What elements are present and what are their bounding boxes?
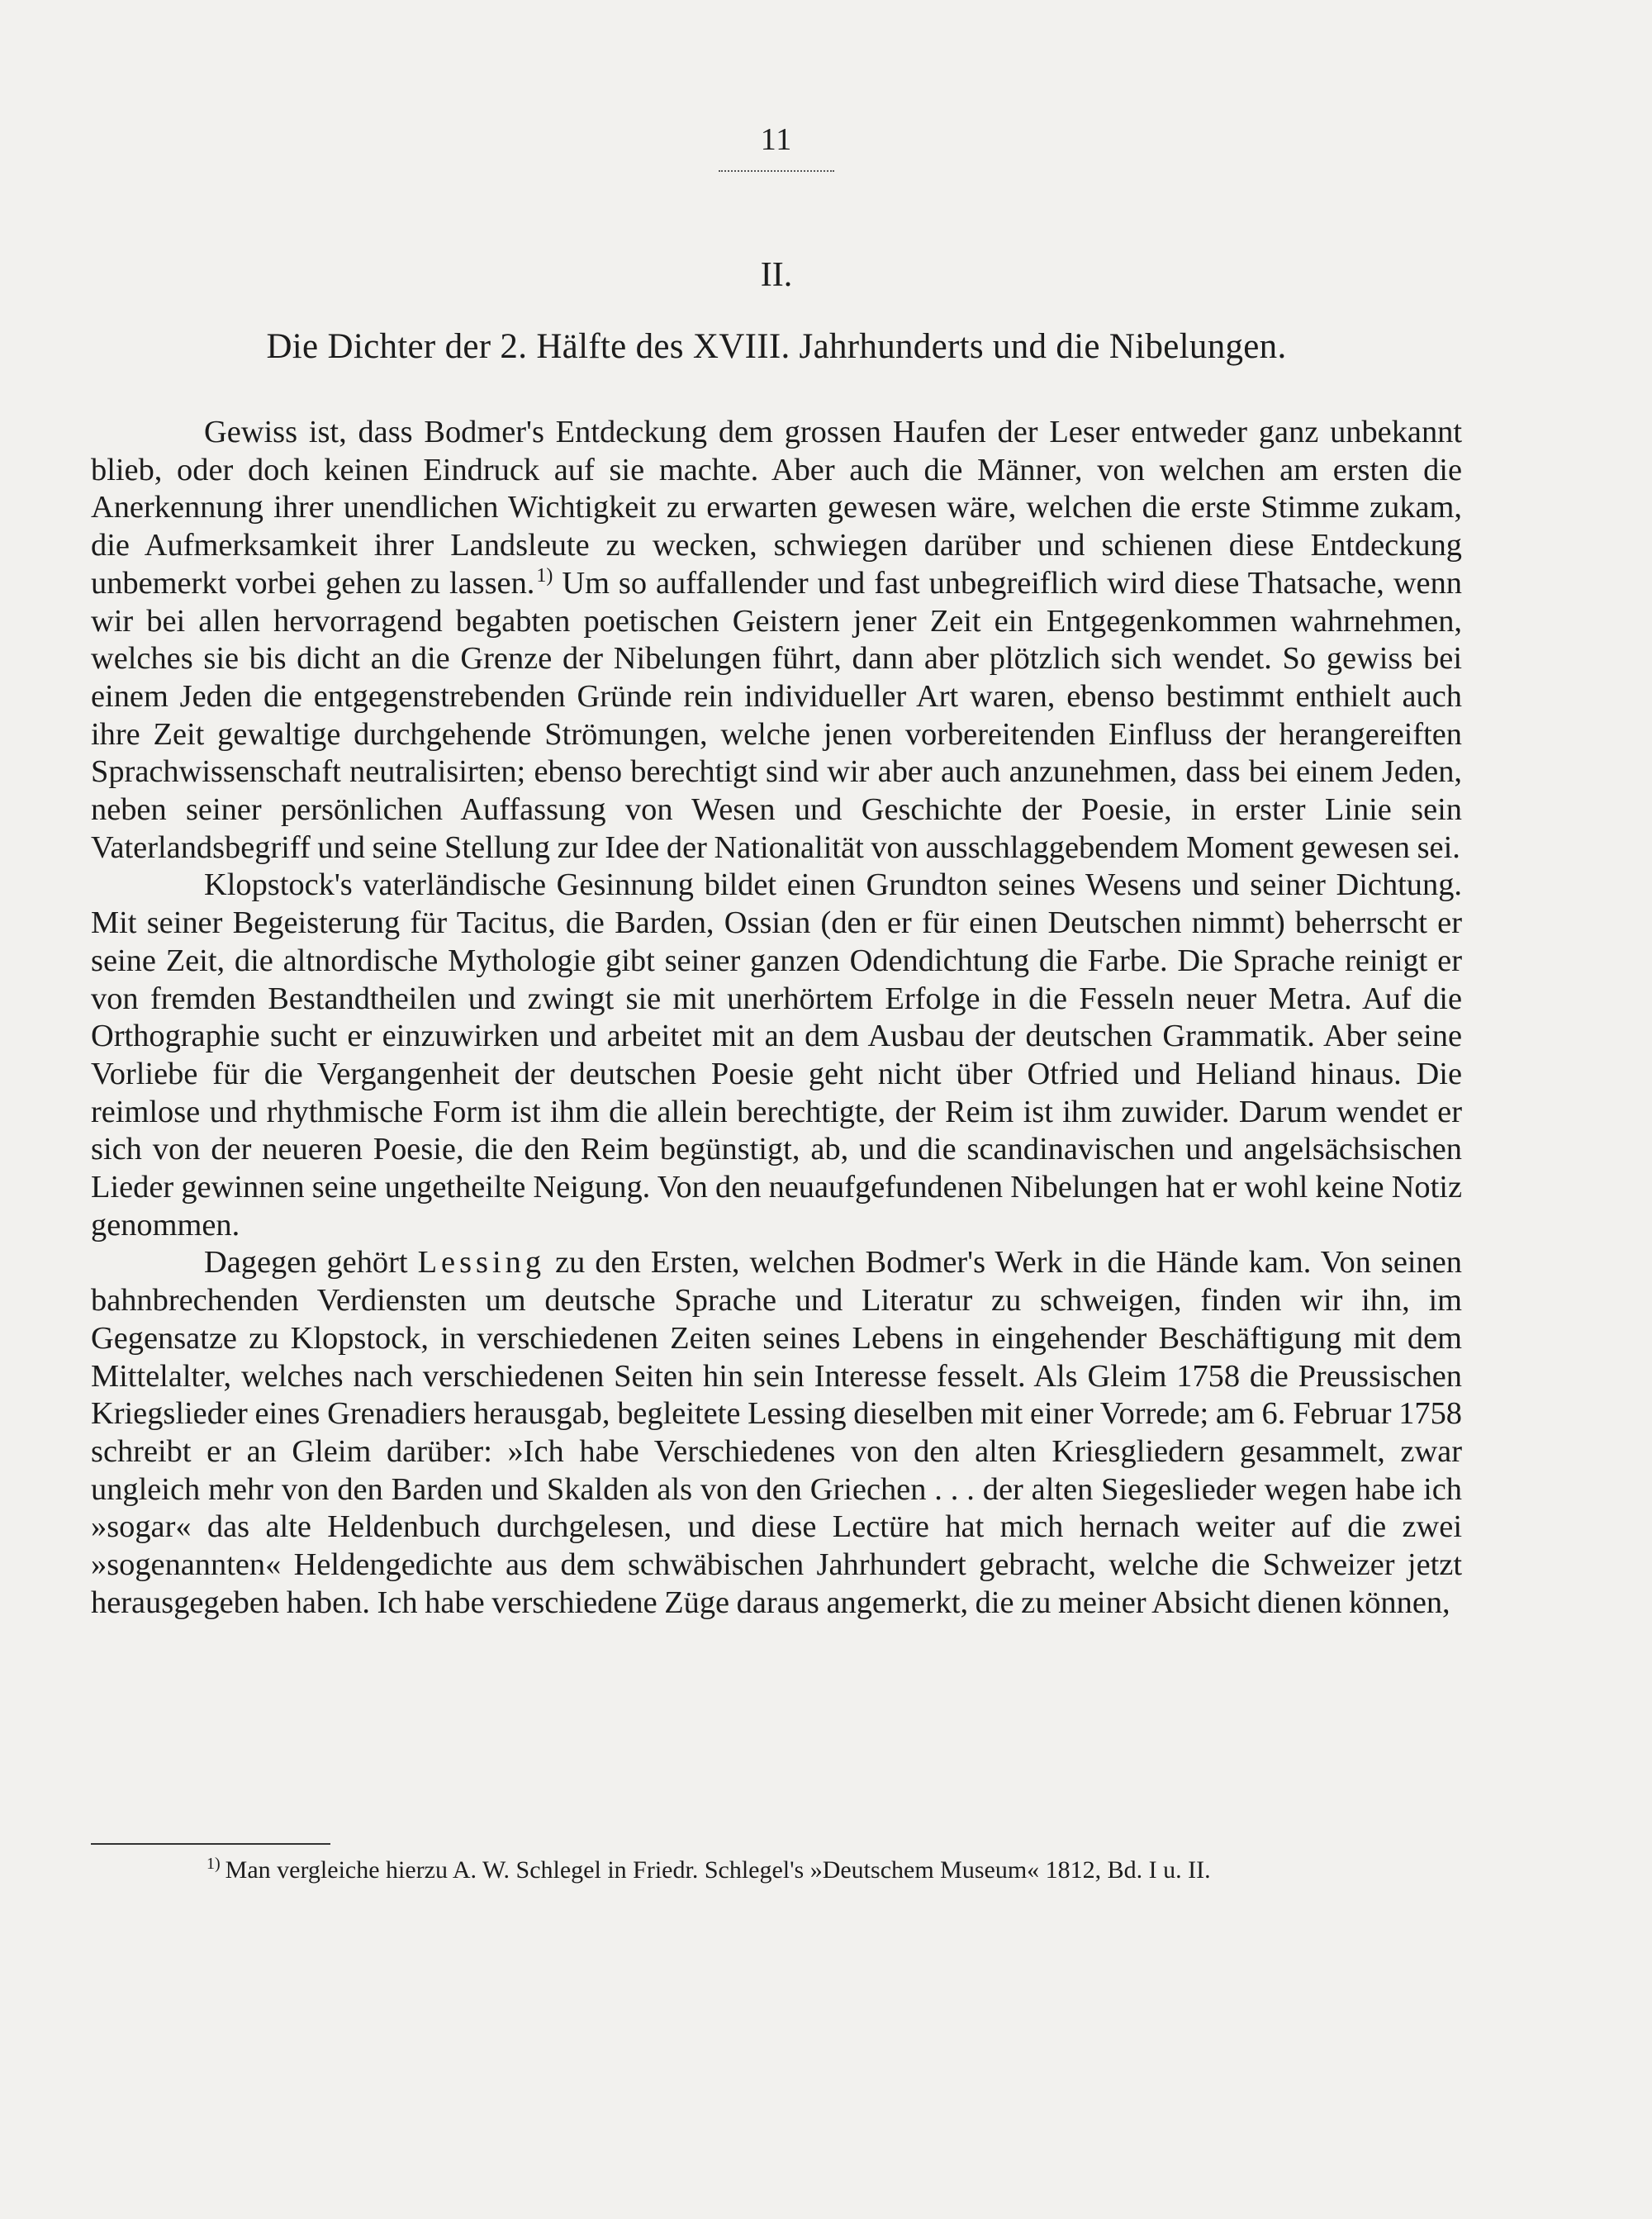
- body-text: [91, 414, 1462, 1623]
- footnote-text: Man vergleiche hierzu A. W. Schlegel in Friedr. Schlegel's »Deutschem Museum« 1812, Bd. I u. II.: [225, 1856, 1211, 1884]
- footnote: [206, 1854, 1462, 1887]
- book-page: [91, 122, 1462, 1884]
- page-number-ornament: [719, 165, 834, 172]
- paragraph-1: [91, 414, 1462, 867]
- paragraph-2: Klopstock's vaterländische Gesinnung bildet einen Grundton seines Wesens und seiner Dichtung. Mit seiner Begeisterung für Tacitus, die Barden, Ossian (den er für einen Deutschen nimmt) beherrscht er seine Zeit, die altnordische Mythologie gibt seiner ganzen Odendichtung die Farbe. Die Sprache reinigt er von fremden Bestandtheilen und zwingt sie mit unerhörtem Erfolge in die Fesseln neuer Metra. Auf die Orthographie sucht er einzuwirken und arbeitet mit an dem Ausbau der deutschen Grammatik. Aber seine Vorliebe für die Vergangenheit der deutschen Poesie geht nicht über Otfried und Heliand hinaus. Die reimlose und rhythmische Form ist ihm die allein berechtigte, der Reim ist ihm zuwider. Darum wendet er sich von der neueren Poesie, die den Reim begünstigt, ab, und die scandinavischen und angelsächsischen Lieder gewinnen seine ungetheilte Neigung. Von den neuaufgefundenen Nibelungen hat er wohl keine Notiz genommen.: [91, 867, 1462, 1243]
- paragraph-3-text-b: zu den Ersten, welchen Bodmer's Werk in die Hände kam. Von seinen bahnbrechenden Verdiensten um deutsche Sprache und Literatur zu schweigen, finden wir ihn, im Gegensatze zu Klopstock, in verschiedenen Zeiten seines Lebens in eingehender Beschäftigung mit dem Mittelalter, welches nach verschiedenen Seiten hin sein Interesse fesselt. Als Gleim 1758 die Preussischen Kriegslieder eines Grenadiers herausgab, begleitete Lessing dieselben mit einer Vorrede; am 6. Februar 1758 schreibt er an Gleim darüber: »Ich habe Verschiedenes von den alten Kriesgliedern gesammelt, zwar ungleich mehr von den Barden und Skalden als von den Griechen . . . der alten Siegeslieder wegen habe ich »sogar« das alte Heldenbuch durchgelesen, und diese Lectüre hat mich hernach weiter auf die zwei »sogenannten« Heldengedichte aus dem schwäbischen Jahrhundert gebracht, welche die Schweizer jetzt herausgegeben haben. Ich habe verschiedene Züge daraus angemerkt, die zu meiner Absicht dienen können,: [91, 1245, 1462, 1620]
- section-numeral: II.: [760, 256, 793, 294]
- spaced-name-lessing: Lessing: [417, 1245, 546, 1281]
- paragraph-1-text-b: Um so auffallender und fast unbegreiflich wird diese Thatsache, wenn wir bei allen hervorragend begabten poetischen Geistern jener Zeit ein Entgegenkommen wahrnehmen, welches sie bis dicht an die Grenze der Nibelungen führt, dann aber plötzlich sich wendet. So gewiss bei einem Jeden die entgegenstrebenden Gründe rein individueller Art waren, ebenso bestimmt enthielt auch ihre Zeit gewaltige durchgehende Strömungen, welche jenen vorbereitenden Einfluss der herangereiften Sprachwissenschaft neutralisirten; ebenso berechtigt sind wir aber auch anzunehmen, dass bei einem Jeden, neben seiner persönlichen Auffassung von Wesen und Geschichte der Poesie, in erster Linie sein Vaterlandsbegriff und seine Stellung zur Idee der Nationalität von ausschlaggebendem Moment gewesen sei.: [91, 565, 1462, 865]
- footnote-rule: [91, 1843, 330, 1845]
- paragraph-3-text-a: Dagegen gehört: [204, 1245, 418, 1281]
- footnote-mark: 1): [206, 1855, 221, 1873]
- chapter-title: Die Dichter der 2. Hälfte des XVIII. Jahrhunderts und die Nibelungen.: [266, 327, 1287, 366]
- paragraph-3: [91, 1244, 1462, 1622]
- footnote-reference: 1): [536, 565, 553, 587]
- page-number: 11: [760, 122, 793, 157]
- paragraph-1-text-a: Gewiss ist, dass Bodmer's Entdeckung dem grossen Haufen der Leser entweder ganz unbekannt blieb, oder doch keinen Eindruck auf sie machte. Aber auch die Männer, von welchen am ersten die Anerkennung ihrer unendlichen Wichtigkeit zu erwarten gewesen wäre, welchen die erste Stimme zukam, die Aufmerksamkeit ihrer Landsleute zu wecken, schwiegen darüber und schienen diese Entdeckung unbemerkt vorbei gehen zu lassen.: [91, 415, 1462, 601]
